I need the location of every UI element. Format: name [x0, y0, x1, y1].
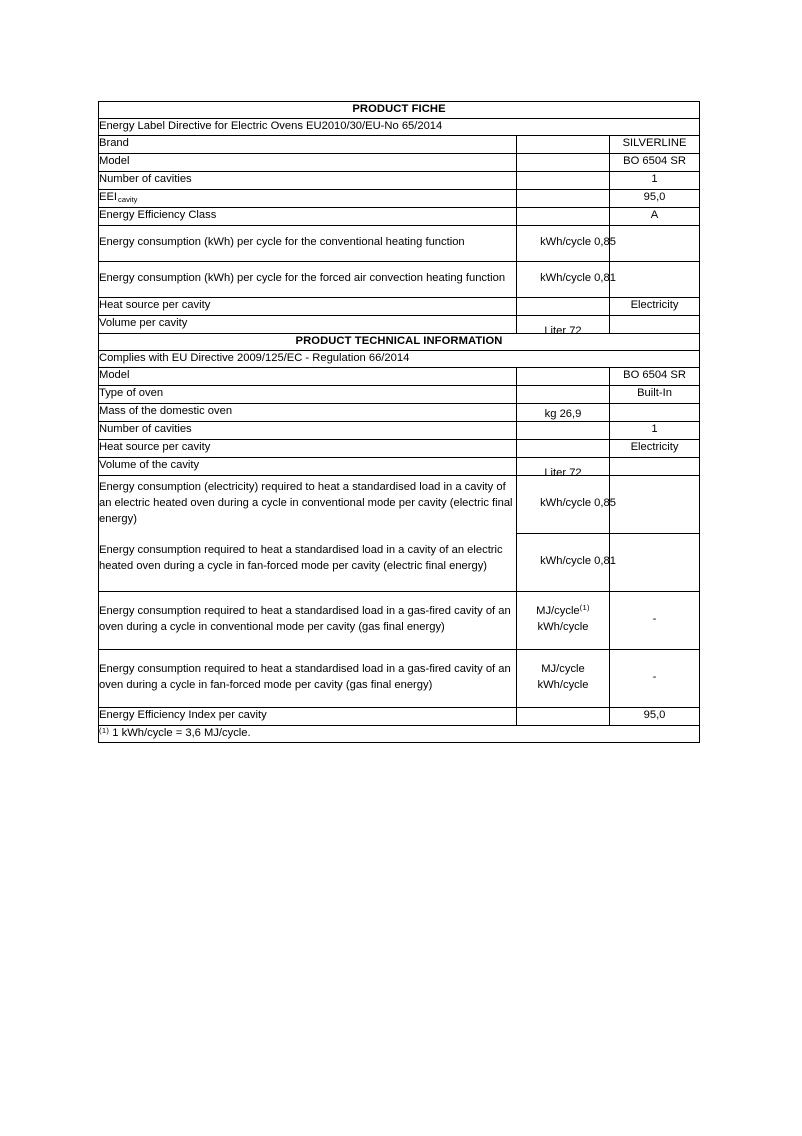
- row-value-tech-number-of-cavities: 1: [610, 421, 700, 439]
- row-unit-number-of-cavities: [517, 171, 610, 189]
- row-label-heat-source-per-cavity: Heat source per cavity: [99, 297, 517, 315]
- unit-overflow-text: Liter 72: [544, 466, 582, 479]
- row-unit-energy-efficiency-class: [517, 207, 610, 225]
- technical-directive-text: Complies with EU Directive 2009/125/EC - Regulation 66/2014: [99, 350, 700, 367]
- table-row: [99, 591, 700, 649]
- row-fiche-directive: [99, 118, 700, 135]
- section-header-technical-information: [99, 333, 700, 350]
- row-value-tech-heat-source: Electricity: [610, 439, 700, 457]
- row-label-consumption-conventional: Energy consumption (kWh) per cycle for the conventional heating function: [99, 225, 517, 261]
- row-unit-tech-model: [517, 367, 610, 385]
- table-row: [99, 439, 700, 457]
- table-row: [99, 135, 700, 153]
- row-value-mass-of-oven: [610, 403, 700, 421]
- eei-label-text: EEI: [99, 191, 118, 204]
- table-row: [99, 153, 700, 171]
- unit-line-1: MJ/cycle: [541, 663, 585, 676]
- row-unit-consumption-conventional: [517, 225, 616, 261]
- unit-overflow-text: kWh/cycle 0,81: [540, 272, 616, 285]
- row-label-type-of-oven: Type of oven: [99, 385, 517, 403]
- row-unit-eei-cavity: [517, 189, 610, 207]
- row-unit-consumption-forced-air: [517, 261, 616, 297]
- unit-overflow-text: Liter 72: [544, 324, 582, 337]
- unit-line-2: kWh/cycle: [537, 621, 589, 634]
- row-unit-heat-source-per-cavity: [517, 297, 610, 315]
- row-unit-tech-number-of-cavities: [517, 421, 610, 439]
- row-value-electric-fan-forced: [610, 533, 700, 591]
- row-label-electric-conventional: Energy consumption (electricity) required to heat a standardised load in a cavity of an electric heated oven during a cycle in conventional mode per cavity (electric final energy): [99, 475, 517, 533]
- table-row: [99, 533, 700, 591]
- row-value-consumption-forced-air: [610, 261, 700, 297]
- row-value-gas-fan-forced: -: [610, 649, 700, 707]
- row-value-type-of-oven: Built-In: [610, 385, 700, 403]
- table-row: [99, 189, 700, 207]
- row-value-electric-conventional: [610, 475, 700, 533]
- unit-overflow-text: kWh/cycle 0,85: [540, 236, 616, 249]
- row-label-volume-of-cavity: Volume of the cavity: [99, 457, 517, 475]
- row-label-number-of-cavities: Number of cavities: [99, 171, 517, 189]
- row-label-tech-heat-source: Heat source per cavity: [99, 439, 517, 457]
- footnote-text: 1 kWh/cycle = 3,6 MJ/cycle.: [112, 726, 251, 739]
- row-label-eei-cavity: [99, 189, 517, 207]
- row-label-energy-efficiency-index: Energy Efficiency Index per cavity: [99, 707, 517, 725]
- row-unit-volume-per-cavity: [517, 315, 610, 337]
- unit-overflow-text: kg 26,9: [544, 407, 582, 420]
- row-value-consumption-conventional: [610, 225, 700, 261]
- row-label-mass-of-oven: Mass of the domestic oven: [99, 403, 517, 421]
- row-unit-type-of-oven: [517, 385, 610, 403]
- row-value-eei-cavity: 95,0: [610, 189, 700, 207]
- row-label-brand: Brand: [99, 135, 517, 153]
- row-footnote: [99, 725, 700, 742]
- table-row: [99, 421, 700, 439]
- row-label-gas-conventional: Energy consumption required to heat a standardised load in a gas-fired cavity of an oven during a cycle in conventional mode per cavity (gas final energy): [99, 591, 517, 649]
- row-label-gas-fan-forced: Energy consumption required to heat a standardised load in a gas-fired cavity of an oven during a cycle in fan-forced mode per cavity (gas final energy): [99, 649, 517, 707]
- footnote-cell: [99, 725, 700, 742]
- row-value-brand: SILVERLINE: [610, 135, 700, 153]
- table-row: [99, 207, 700, 225]
- table-row: [99, 261, 700, 297]
- product-information-sheet: [98, 101, 699, 743]
- product-fiche-table: [98, 101, 700, 743]
- row-label-consumption-forced-air: Energy consumption (kWh) per cycle for the forced air convection heating function: [99, 261, 517, 297]
- row-unit-model: [517, 153, 610, 171]
- table-row: [99, 403, 700, 421]
- row-label-tech-number-of-cavities: Number of cavities: [99, 421, 517, 439]
- row-value-model: BO 6504 SR: [610, 153, 700, 171]
- footnote-marker: (1): [99, 725, 110, 735]
- row-label-volume-per-cavity: Volume per cavity: [99, 315, 517, 333]
- row-unit-electric-fan-forced: [517, 533, 616, 591]
- row-value-heat-source-per-cavity: Electricity: [610, 297, 700, 315]
- table-row: [99, 475, 700, 533]
- table-row: [99, 367, 700, 385]
- table-row: [99, 385, 700, 403]
- table-row: [99, 649, 700, 707]
- row-label-model: Model: [99, 153, 517, 171]
- row-unit-energy-efficiency-index: [517, 707, 610, 725]
- row-value-gas-conventional: -: [610, 591, 700, 649]
- row-value-volume-of-cavity: [610, 457, 700, 475]
- row-label-electric-fan-forced: Energy consumption required to heat a standardised load in a cavity of an electric heated oven during a cycle in fan-forced mode per cavity (electric final energy): [99, 530, 517, 588]
- row-label-tech-model: Model: [99, 367, 517, 385]
- unit-line-1: MJ/cycle: [536, 605, 580, 618]
- section-header-product-fiche: [99, 102, 700, 119]
- table-row: [99, 457, 700, 475]
- row-unit-gas-conventional: [517, 591, 610, 649]
- fiche-directive-text: Energy Label Directive for Electric Ovens EU2010/30/EU-No 65/2014: [99, 118, 700, 135]
- unit-line-2: kWh/cycle: [537, 679, 589, 692]
- unit-overflow-text: kWh/cycle 0,85: [540, 497, 616, 510]
- row-unit-tech-heat-source: [517, 439, 610, 457]
- row-unit-electric-conventional: [517, 475, 616, 533]
- row-unit-brand: [517, 135, 610, 153]
- row-value-number-of-cavities: 1: [610, 171, 700, 189]
- row-unit-gas-fan-forced: [517, 649, 610, 707]
- footnote-superscript: (1): [579, 603, 590, 613]
- table-row: [99, 707, 700, 725]
- table-row: [99, 297, 700, 315]
- row-value-energy-efficiency-class: A: [610, 207, 700, 225]
- row-value-volume-per-cavity: [610, 315, 700, 333]
- product-fiche-title: PRODUCT FICHE: [99, 102, 700, 119]
- eei-subscript: cavity: [118, 195, 138, 205]
- row-value-tech-model: BO 6504 SR: [610, 367, 700, 385]
- row-unit-mass-of-oven: [517, 403, 610, 421]
- row-label-energy-efficiency-class: Energy Efficiency Class: [99, 207, 517, 225]
- row-value-energy-efficiency-index: 95,0: [610, 707, 700, 725]
- table-row: [99, 315, 700, 333]
- row-unit-volume-of-cavity: [517, 457, 610, 479]
- technical-information-title: PRODUCT TECHNICAL INFORMATION: [99, 333, 700, 350]
- table-row: [99, 225, 700, 261]
- row-technical-directive: [99, 350, 700, 367]
- table-row: [99, 171, 700, 189]
- unit-overflow-text: kWh/cycle 0,81: [540, 555, 616, 568]
